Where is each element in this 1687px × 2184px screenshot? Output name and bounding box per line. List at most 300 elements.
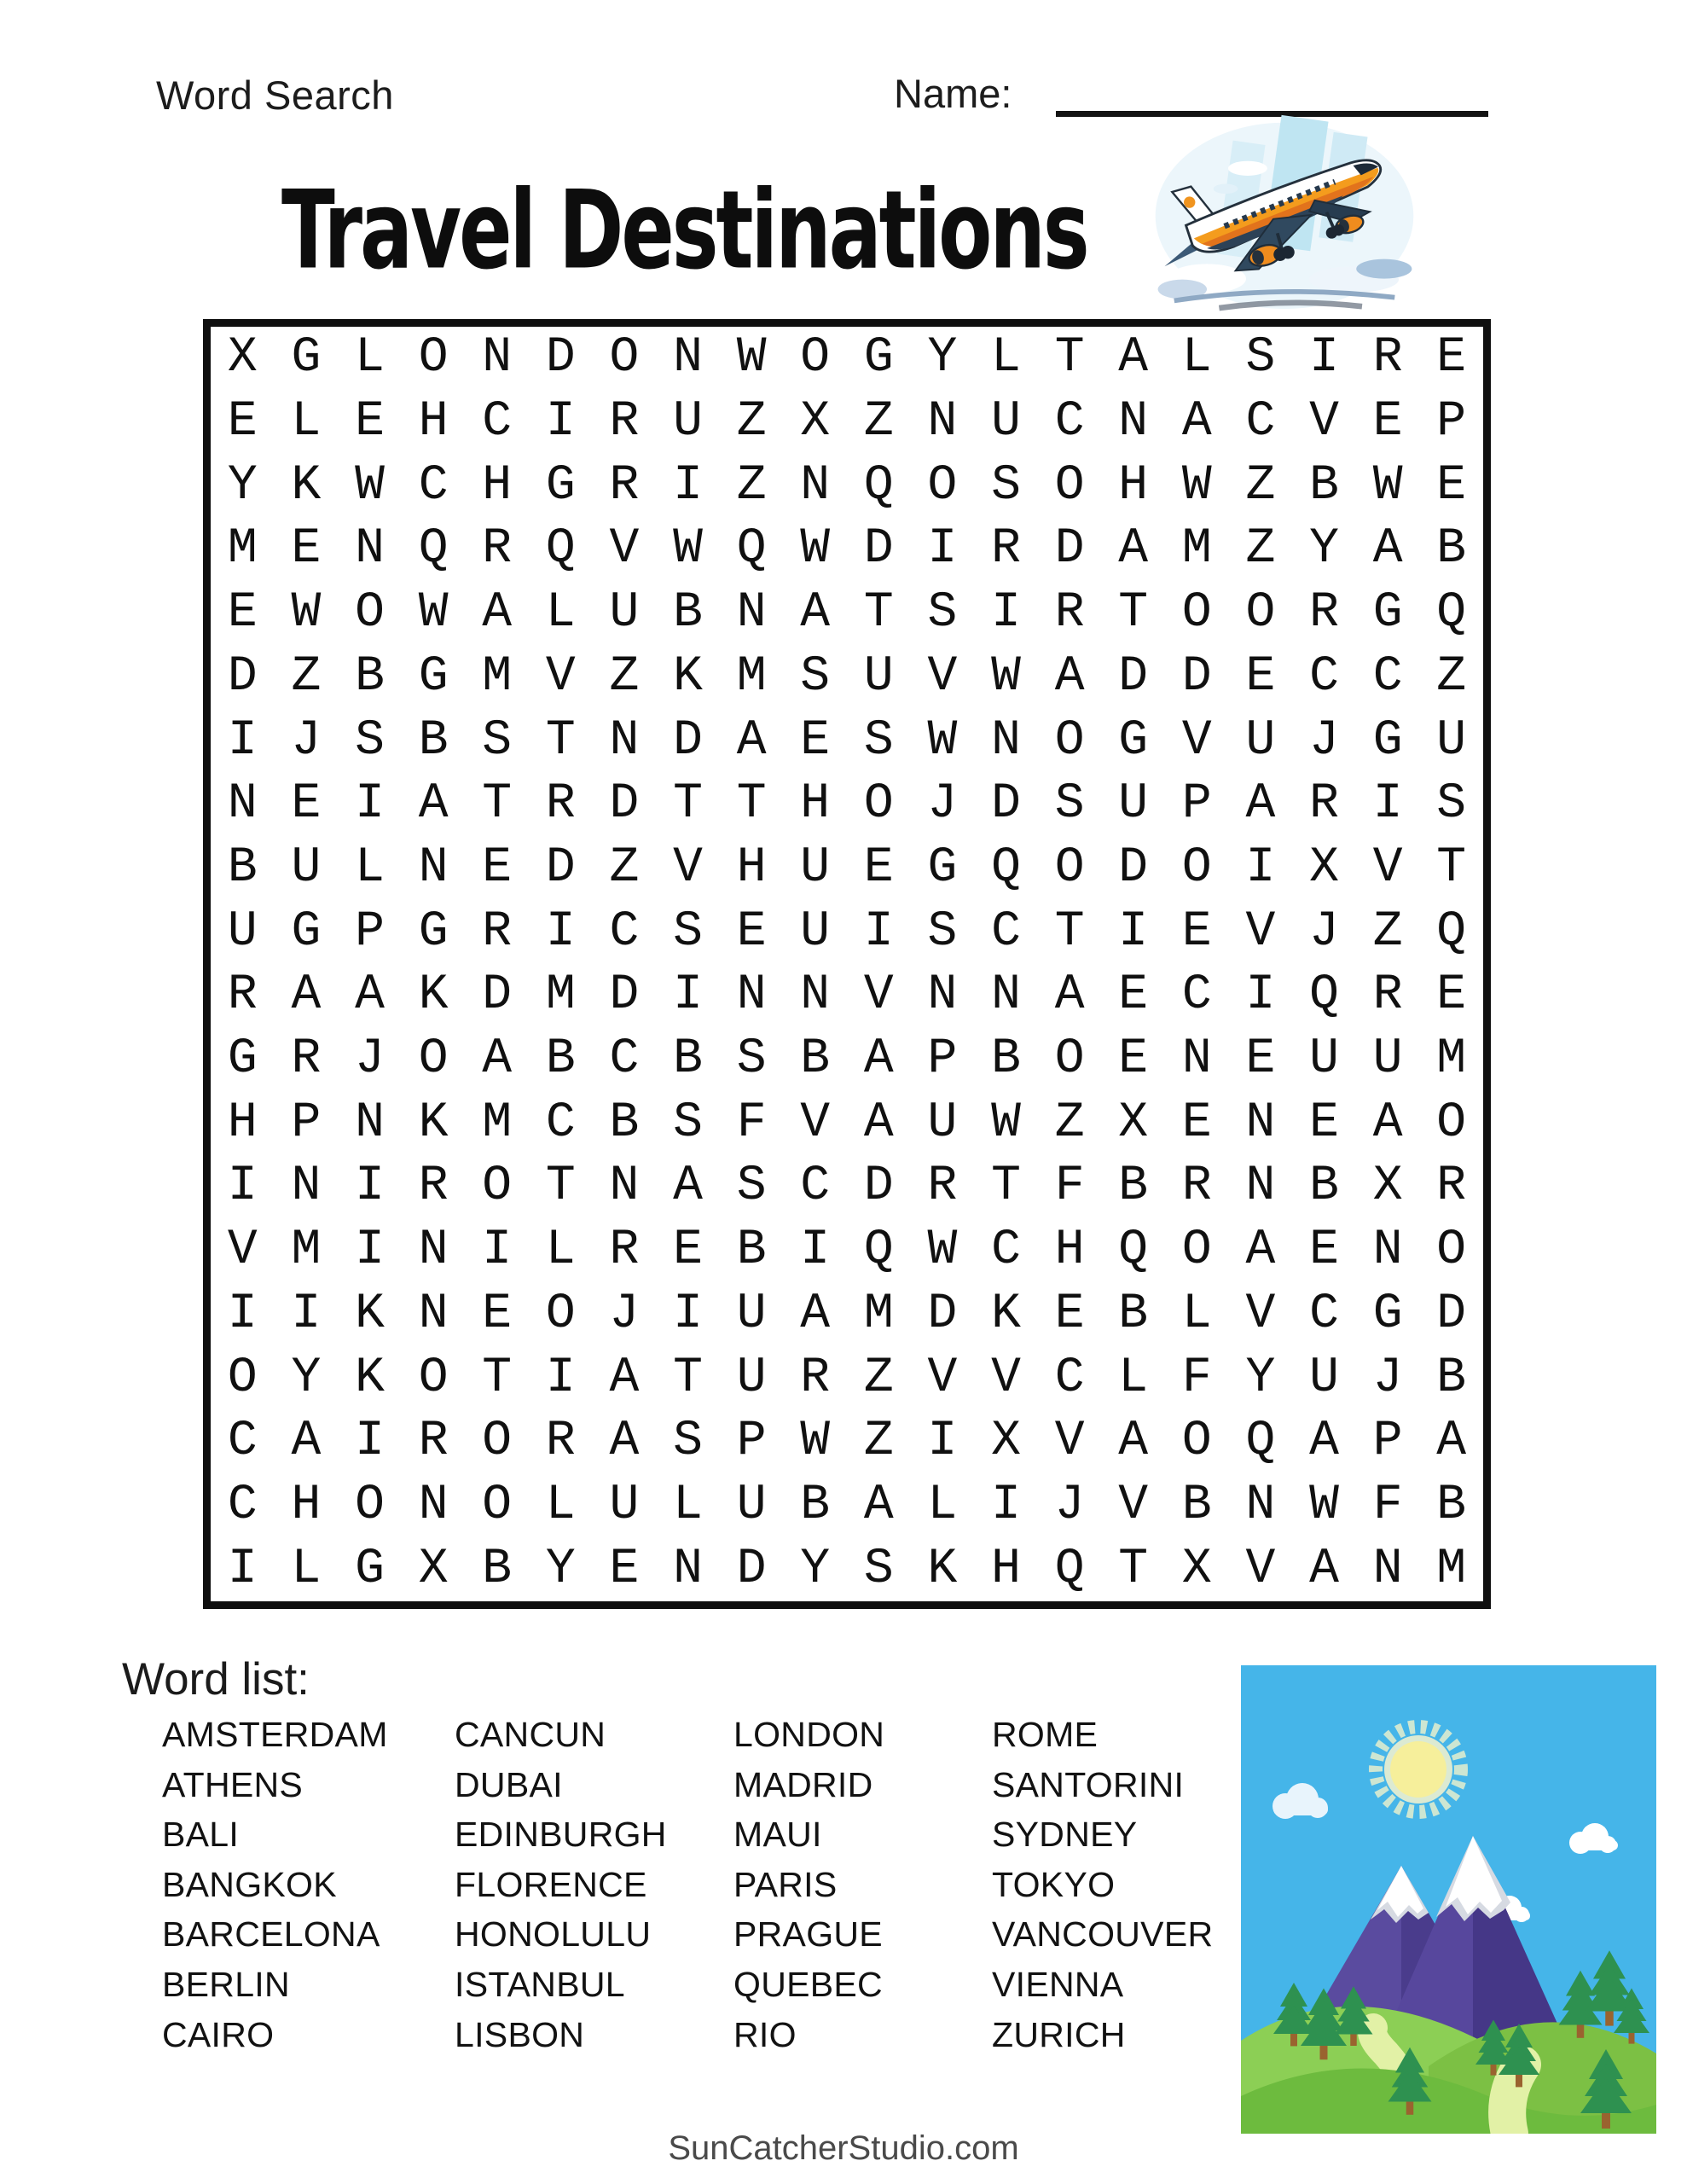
grid-letter: B [673, 1031, 703, 1088]
grid-letter: N [927, 967, 958, 1024]
grid-letter: I [227, 1286, 258, 1342]
grid-letter: B [1436, 521, 1467, 578]
grid-letter: E [800, 712, 831, 769]
grid-letter: N [1245, 1159, 1276, 1215]
grid-letter: H [418, 394, 449, 450]
word-list-item: ROME [992, 1715, 1099, 1754]
grid-letter: J [1309, 712, 1339, 769]
grid-letter: J [355, 1031, 385, 1088]
grid-letter: I [1245, 967, 1276, 1024]
word-list-item: MAUI [733, 1815, 822, 1855]
grid-letter: O [355, 585, 385, 642]
grid-letter: G [927, 839, 958, 896]
grid-letter: E [1181, 1095, 1212, 1151]
word-list-item: VIENNA [992, 1964, 1124, 2004]
word-list-column-2 [455, 1710, 667, 2059]
grid-letter: T [673, 1350, 703, 1406]
word-list-item: PRAGUE [733, 1914, 883, 1955]
grid-letter: W [418, 585, 449, 642]
grid-letter: O [1436, 1095, 1467, 1151]
grid-letter: P [1372, 1414, 1403, 1470]
grid-letter: X [1118, 1095, 1149, 1151]
grid-letter: R [227, 967, 258, 1024]
grid-letter: W [736, 330, 767, 386]
grid-letter: N [1245, 1095, 1276, 1151]
grid-letter: Q [991, 839, 1021, 896]
grid-letter: O [418, 1350, 449, 1406]
grid-letter: S [927, 585, 958, 642]
grid-letter: I [1118, 903, 1149, 960]
grid-letter: T [1436, 839, 1467, 896]
grid-letter: U [1118, 776, 1149, 833]
grid-letter: U [1436, 712, 1467, 769]
grid-letter: J [1372, 1350, 1403, 1406]
grid-letter: I [227, 712, 258, 769]
grid-letter: I [863, 903, 894, 960]
grid-letter: D [609, 967, 640, 1024]
grid-letter: C [1181, 967, 1212, 1024]
grid-letter: C [227, 1477, 258, 1533]
grid-letter: R [418, 1159, 449, 1215]
grid-letter: Z [291, 648, 322, 705]
grid-letter: N [418, 1477, 449, 1533]
grid-letter: J [1309, 903, 1339, 960]
grid-letter: O [1181, 585, 1212, 642]
grid-letter: A [1309, 1541, 1339, 1597]
grid-letter: L [1181, 330, 1212, 386]
grid-letter: E [1118, 1031, 1149, 1088]
grid-letter: G [227, 1031, 258, 1088]
grid-letter: N [991, 967, 1021, 1024]
grid-letter: R [609, 394, 640, 450]
grid-letter: W [800, 1414, 831, 1470]
grid-letter: V [1245, 903, 1276, 960]
grid-letter: B [1309, 457, 1339, 514]
grid-letter: C [609, 903, 640, 960]
word-list-item: DUBAI [455, 1764, 563, 1804]
grid-letter: N [355, 1095, 385, 1151]
word-list-item: PARIS [733, 1864, 838, 1904]
grid-letter: I [927, 521, 958, 578]
grid-letter: O [1054, 712, 1085, 769]
grid-letter: D [1118, 839, 1149, 896]
grid-letter: F [1054, 1159, 1085, 1215]
grid-letter: C [545, 1095, 576, 1151]
grid-letter: A [863, 1031, 894, 1088]
grid-letter: S [355, 712, 385, 769]
grid-letter: D [609, 776, 640, 833]
grid-letter: E [673, 1223, 703, 1279]
grid-letter: N [927, 394, 958, 450]
grid-letter: M [863, 1286, 894, 1342]
grid-letter: A [1436, 1414, 1467, 1470]
grid-letter: A [355, 967, 385, 1024]
grid-letter: I [1309, 330, 1339, 386]
grid-letter: B [800, 1031, 831, 1088]
grid-letter: D [736, 1541, 767, 1597]
grid-letter: R [609, 457, 640, 514]
grid-letter: P [355, 903, 385, 960]
grid-letter: Z [863, 1414, 894, 1470]
grid-letter: C [1372, 648, 1403, 705]
grid-letter: Q [1118, 1223, 1149, 1279]
grid-letter: X [1309, 839, 1339, 896]
grid-letter: Z [863, 394, 894, 450]
word-list-item: QUEBEC [733, 1964, 883, 2004]
grid-letter: C [1054, 394, 1085, 450]
grid-letter: H [482, 457, 513, 514]
grid-letter: L [355, 330, 385, 386]
grid-letter: G [355, 1541, 385, 1597]
grid-letter: L [355, 839, 385, 896]
grid-letter: M [545, 967, 576, 1024]
grid-letter: Q [418, 521, 449, 578]
grid-letter: X [418, 1541, 449, 1597]
grid-letter: F [1372, 1477, 1403, 1533]
grid-letter: U [1372, 1031, 1403, 1088]
grid-letter: R [927, 1159, 958, 1215]
grid-letter: D [545, 330, 576, 386]
grid-letter: O [1054, 1031, 1085, 1088]
grid-letter: I [927, 1414, 958, 1470]
grid-letter: U [1309, 1031, 1339, 1088]
grid-letter: O [418, 1031, 449, 1088]
word-list-item: SANTORINI [992, 1764, 1185, 1804]
grid-letter: O [1181, 1223, 1212, 1279]
grid-letter: E [227, 394, 258, 450]
grid-letter: I [482, 1223, 513, 1279]
grid-letter: F [1181, 1350, 1212, 1406]
word-list-item: LISBON [455, 2014, 585, 2054]
grid-letter: V [609, 521, 640, 578]
grid-letter: H [800, 776, 831, 833]
grid-letter: W [927, 1223, 958, 1279]
grid-letter: R [1054, 585, 1085, 642]
grid-letter: A [1054, 967, 1085, 1024]
grid-letter: U [609, 1477, 640, 1533]
grid-letter: H [991, 1541, 1021, 1597]
grid-letter: V [991, 1350, 1021, 1406]
grid-letter: W [991, 648, 1021, 705]
grid-letter: K [927, 1541, 958, 1597]
grid-letter: H [1054, 1223, 1085, 1279]
grid-letter: K [418, 967, 449, 1024]
grid-letter: Q [736, 521, 767, 578]
grid-letter: Z [736, 457, 767, 514]
grid-letter: N [291, 1159, 322, 1215]
grid-letter: T [863, 585, 894, 642]
grid-letter: M [1436, 1031, 1467, 1088]
grid-letter: X [991, 1414, 1021, 1470]
grid-letter: R [482, 521, 513, 578]
grid-letter: W [991, 1095, 1021, 1151]
word-list-item: MADRID [733, 1764, 873, 1804]
grid-letter: A [609, 1350, 640, 1406]
grid-letter: T [1054, 330, 1085, 386]
grid-letter: C [482, 394, 513, 450]
grid-letter: U [800, 839, 831, 896]
grid-letter: N [736, 967, 767, 1024]
grid-letter: N [355, 521, 385, 578]
grid-letter: B [1118, 1159, 1149, 1215]
grid-letter: I [545, 394, 576, 450]
grid-letter: E [1118, 967, 1149, 1024]
grid-letter: G [1372, 1286, 1403, 1342]
footer-site-text: SunCatcherStudio.com [668, 2129, 1019, 2167]
grid-letter: I [800, 1223, 831, 1279]
grid-letter: Z [736, 394, 767, 450]
grid-letter: T [482, 776, 513, 833]
grid-letter: Y [1309, 521, 1339, 578]
grid-letter: N [991, 712, 1021, 769]
grid-letter: L [545, 1223, 576, 1279]
grid-letter: N [736, 585, 767, 642]
grid-letter: R [800, 1350, 831, 1406]
grid-letter: A [418, 776, 449, 833]
grid-letter: U [227, 903, 258, 960]
grid-letter: S [991, 457, 1021, 514]
grid-letter: B [355, 648, 385, 705]
grid-letter: I [991, 1477, 1021, 1533]
grid-letter: W [1181, 457, 1212, 514]
grid-letter: O [418, 330, 449, 386]
grid-letter: K [673, 648, 703, 705]
grid-letter: A [673, 1159, 703, 1215]
grid-letter: L [991, 330, 1021, 386]
grid-letter: T [991, 1159, 1021, 1215]
grid-letter: W [355, 457, 385, 514]
name-label: Name: [894, 71, 1012, 116]
grid-letter: A [609, 1414, 640, 1470]
grid-letter: U [736, 1286, 767, 1342]
word-list-item: ATHENS [162, 1764, 304, 1804]
grid-letter: C [800, 1159, 831, 1215]
grid-letter: V [1309, 394, 1339, 450]
grid-letter: I [673, 457, 703, 514]
grid-letter: C [1245, 394, 1276, 450]
grid-letter: L [1118, 1350, 1149, 1406]
grid-letter: D [1436, 1286, 1467, 1342]
grid-letter: S [863, 712, 894, 769]
grid-letter: V [1245, 1286, 1276, 1342]
grid-letter: E [1436, 330, 1467, 386]
grid-letter: V [800, 1095, 831, 1151]
grid-letter: E [1054, 1286, 1085, 1342]
grid-letter: S [927, 903, 958, 960]
grid-letter: J [1054, 1477, 1085, 1533]
grid-letter: S [673, 1095, 703, 1151]
grid-letter: T [1118, 585, 1149, 642]
grid-letter: I [355, 776, 385, 833]
grid-letter: P [1181, 776, 1212, 833]
grid-letter: O [545, 1286, 576, 1342]
grid-letter: G [291, 903, 322, 960]
grid-letter: R [482, 903, 513, 960]
grid-letter: R [1181, 1159, 1212, 1215]
grid-letter: B [1181, 1477, 1212, 1533]
grid-letter: Q [1245, 1414, 1276, 1470]
grid-letter: P [927, 1031, 958, 1088]
grid-letter: R [545, 1414, 576, 1470]
grid-letter: E [291, 521, 322, 578]
grid-letter: C [1309, 1286, 1339, 1342]
grid-letter: D [673, 712, 703, 769]
grid-letter: I [991, 585, 1021, 642]
grid-letter: K [291, 457, 322, 514]
grid-letter: X [800, 394, 831, 450]
grid-letter: O [1245, 585, 1276, 642]
grid-letter: V [227, 1223, 258, 1279]
grid-letter: V [863, 967, 894, 1024]
grid-letter: N [418, 1286, 449, 1342]
grid-letter: O [482, 1477, 513, 1533]
grid-letter: A [1245, 776, 1276, 833]
grid-letter: S [673, 1414, 703, 1470]
grid-letter: R [1309, 776, 1339, 833]
grid-letter: S [800, 648, 831, 705]
grid-letter: T [673, 776, 703, 833]
doc-type-label: Word Search [156, 73, 394, 118]
grid-letter: E [609, 1541, 640, 1597]
grid-letter: S [482, 712, 513, 769]
word-list-item: BANGKOK [162, 1864, 337, 1904]
word-list-item: CANCUN [455, 1715, 606, 1754]
grid-letter: N [1245, 1477, 1276, 1533]
grid-letter: Q [1436, 585, 1467, 642]
grid-letter: U [1245, 712, 1276, 769]
grid-letter: A [863, 1477, 894, 1533]
grid-letter: S [673, 903, 703, 960]
grid-letter: G [418, 903, 449, 960]
grid-letter: B [482, 1541, 513, 1597]
grid-letter: U [800, 903, 831, 960]
word-list-item: BERLIN [162, 1964, 290, 2004]
word-list-item: SYDNEY [992, 1815, 1138, 1855]
grid-letter: R [609, 1223, 640, 1279]
grid-letter: O [1054, 457, 1085, 514]
word-list-item: ZURICH [992, 2014, 1126, 2054]
grid-letter: E [227, 585, 258, 642]
grid-letter: G [1372, 712, 1403, 769]
grid-letter: T [1054, 903, 1085, 960]
grid-letter: D [1054, 521, 1085, 578]
grid-letter: N [609, 1159, 640, 1215]
grid-letter: T [736, 776, 767, 833]
grid-letter: T [1118, 1541, 1149, 1597]
grid-letter: E [1245, 1031, 1276, 1088]
grid-letter: L [291, 394, 322, 450]
word-list-item: VANCOUVER [992, 1914, 1214, 1955]
word-list-item: LONDON [733, 1715, 885, 1754]
grid-letter: A [1054, 648, 1085, 705]
grid-letter: T [545, 1159, 576, 1215]
mountain-landscape-illustration [1241, 1665, 1656, 2134]
grid-letter: N [673, 1541, 703, 1597]
grid-letter: S [1436, 776, 1467, 833]
grid-letter: R [1436, 1159, 1467, 1215]
grid-letter: V [1245, 1541, 1276, 1597]
grid-letter: E [1372, 394, 1403, 450]
grid-letter: R [1309, 585, 1339, 642]
word-list-item: HONOLULU [455, 1914, 652, 1955]
grid-letter: A [1181, 394, 1212, 450]
grid-letter: P [1436, 394, 1467, 450]
grid-letter: R [1372, 967, 1403, 1024]
grid-letter: A [1118, 330, 1149, 386]
grid-letter: N [800, 457, 831, 514]
grid-letter: J [609, 1286, 640, 1342]
grid-letter: E [291, 776, 322, 833]
grid-letter: W [291, 585, 322, 642]
grid-letter: N [1118, 394, 1149, 450]
grid-letter: A [291, 967, 322, 1024]
grid-letter: M [736, 648, 767, 705]
grid-letter: L [1181, 1286, 1212, 1342]
grid-letter: I [291, 1286, 322, 1342]
word-list-label: Word list: [122, 1654, 310, 1705]
grid-letter: B [673, 585, 703, 642]
grid-letter: Z [609, 839, 640, 896]
grid-letter: P [291, 1095, 322, 1151]
grid-letter: V [1118, 1477, 1149, 1533]
grid-letter: Y [545, 1541, 576, 1597]
grid-letter: I [1372, 776, 1403, 833]
grid-letter: N [800, 967, 831, 1024]
grid-letter: B [1118, 1286, 1149, 1342]
grid-letter: T [545, 712, 576, 769]
grid-letter: P [736, 1414, 767, 1470]
grid-letter: E [355, 394, 385, 450]
grid-letter: Q [863, 1223, 894, 1279]
grid-letter: N [1181, 1031, 1212, 1088]
word-list-item: CAIRO [162, 2014, 275, 2054]
grid-letter: X [1372, 1159, 1403, 1215]
grid-letter: M [291, 1223, 322, 1279]
grid-letter: Z [1436, 648, 1467, 705]
grid-letter: K [355, 1286, 385, 1342]
grid-letter: O [482, 1159, 513, 1215]
grid-letter: A [736, 712, 767, 769]
grid-letter: A [1118, 1414, 1149, 1470]
grid-letter: V [927, 1350, 958, 1406]
grid-letter: O [1181, 839, 1212, 896]
grid-letter: C [609, 1031, 640, 1088]
grid-letter: B [545, 1031, 576, 1088]
grid-letter: G [863, 330, 894, 386]
grid-letter: I [355, 1414, 385, 1470]
grid-letter: Z [1245, 521, 1276, 578]
grid-letter: D [545, 839, 576, 896]
grid-letter: A [800, 1286, 831, 1342]
grid-letter: R [991, 521, 1021, 578]
grid-letter: L [545, 1477, 576, 1533]
word-list-item: EDINBURGH [455, 1815, 667, 1855]
grid-letter: D [863, 521, 894, 578]
grid-letter: N [1372, 1541, 1403, 1597]
grid-letter: I [545, 1350, 576, 1406]
grid-letter: O [355, 1477, 385, 1533]
grid-letter: R [1372, 330, 1403, 386]
word-list-item: ISTANBUL [455, 1964, 625, 2004]
grid-letter: Y [800, 1541, 831, 1597]
grid-letter: J [291, 712, 322, 769]
grid-letter: R [418, 1414, 449, 1470]
grid-letter: S [736, 1159, 767, 1215]
grid-letter: Q [1309, 967, 1339, 1024]
grid-letter: T [482, 1350, 513, 1406]
grid-letter: L [673, 1477, 703, 1533]
grid-letter: S [1054, 776, 1085, 833]
